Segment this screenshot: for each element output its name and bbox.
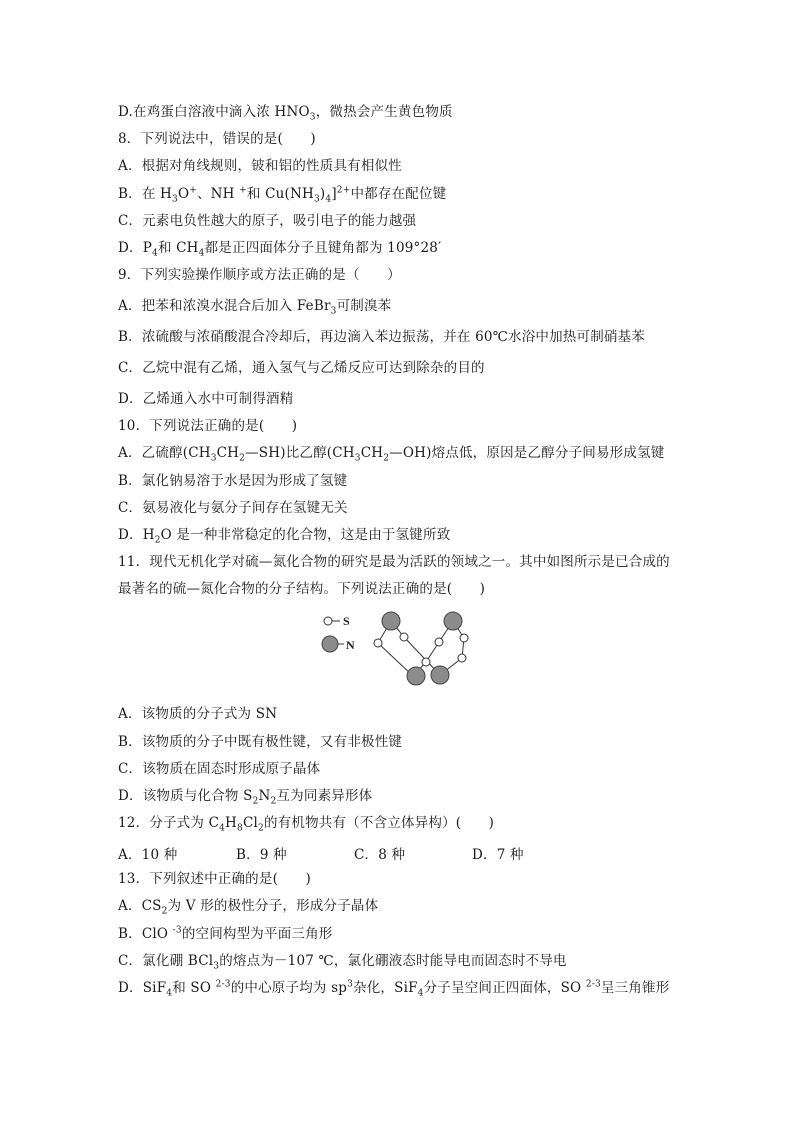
q9-option-d: D．乙烯通入水中可制得酒精 [118, 391, 294, 408]
q9-option-a: A．把苯和浓溴水混合后加入 FeBr$_3$可制溴苯 [118, 298, 392, 317]
q13-option-d: D．SiF$_4$和 SO $^{2-3}$的中心原子均为 $sp^3$杂化，SiF$_4$分子呈空间正四面体，SO $^{2-3}$呈三角锥形 [118, 979, 670, 999]
legend-n-atom [322, 636, 338, 652]
q10-option-b: B．氯化钠易溶于水是因为形成了氢键 [118, 472, 348, 489]
q11-option-b: B．该物质的分子中既有极性键，又有非极性键 [118, 733, 403, 750]
q11-option-d: D．该物质与化合物 $S_2N_2$互为同素异形体 [118, 788, 373, 807]
legend-s-label: S [343, 614, 350, 629]
q10-stem: 10．下列说法正确的是( ) [118, 418, 298, 435]
q13-stem: 13．下列叙述中正确的是( ) [118, 871, 311, 888]
q10-option-a: A．乙硫醇$(CH_3CH_2—SH)$比乙醇$(CH_3CH_2—OH)$熔点低，原因是乙醇分子间易形成氢键 [118, 445, 665, 464]
q12-options [118, 845, 678, 869]
q10-option-c: C．氨易液化与氨分子间存在氢键无关 [118, 499, 348, 516]
q9-stem: 9．下列实验操作顺序或方法正确的是（ ） [118, 267, 401, 284]
document-page [118, 102, 678, 1005]
q12-option-d: D．7 种 [472, 847, 524, 864]
q11-molecule-figure [118, 606, 678, 704]
q8-option-d: D．$P_4$和 $CH_4$都是正四面体分子且键角都为 109°28′ [118, 239, 442, 259]
legend-n-label: N [346, 638, 355, 653]
q11-stem-line2: 最著名的硫—氮化合物的分子结构。下列说法正确的是( ) [118, 581, 486, 598]
q7-option-d: D.在鸡蛋白溶液中滴入浓 $HNO_3$，微热会产生黄色物质 [118, 104, 453, 123]
legend-s-atom [324, 617, 332, 625]
q10-option-d: D．$H_2O$ 是一种非常稳定的化合物，这是由于氢键所致 [118, 526, 451, 546]
q11-option-a: A．该物质的分子式为 SN [118, 706, 278, 723]
q12-option-a: A．10 种 [118, 847, 178, 864]
nitrogen-atoms [382, 612, 462, 685]
q11-option-c: C．该物质在固态时形成原子晶体 [118, 760, 321, 777]
q13-option-b: B．ClO $^{-3}$的空间构型为平面三角形 [118, 925, 333, 942]
sulfur-atoms [374, 633, 468, 666]
q8-stem: 8．下列说法中，错误的是( ) [118, 131, 316, 148]
q13-option-a: A．$CS_2$为 V 形的极性分子，形成分子晶体 [118, 898, 379, 918]
q9-option-c: C．乙烷中混有乙烯，通入氢气与乙烯反应可达到除杂的目的 [118, 360, 485, 377]
q8-option-c: C．元素电负性越大的原子，吸引电子的能力越强 [118, 212, 417, 229]
q8-option-a: A．根据对角线规则，铍和铝的性质具有相似性 [118, 158, 402, 175]
q12-stem: 12．分子式为 $C_4H_8Cl_2$的有机物共有（不含立体异构）( ) [118, 815, 495, 834]
q12-option-b: B．9 种 [236, 847, 287, 864]
q13-option-c: C．氯化硼 BCl$_3$的熔点为－107 ℃，氯化硼液态时能导电而固态时不导电 [118, 952, 567, 972]
q11-stem-line1: 11．现代无机化学对硫—氮化合物的研究是最为活跃的领域之一。其中如图所示是已合成的 [118, 554, 670, 571]
q9-option-b: B．浓硫酸与浓硝酸混合冷却后，再边滴入苯边振荡，并在 60℃水浴中加热可制硝基苯 [118, 329, 645, 346]
q12-option-c: C．8 种 [354, 847, 406, 864]
q8-option-b: B．在 $H_3O^+$、NH +和 $Cu(NH_3)_4]^{2+}$中都存在配位键 [118, 185, 447, 205]
sulfur-nitrogen-structure-diagram [318, 608, 478, 692]
